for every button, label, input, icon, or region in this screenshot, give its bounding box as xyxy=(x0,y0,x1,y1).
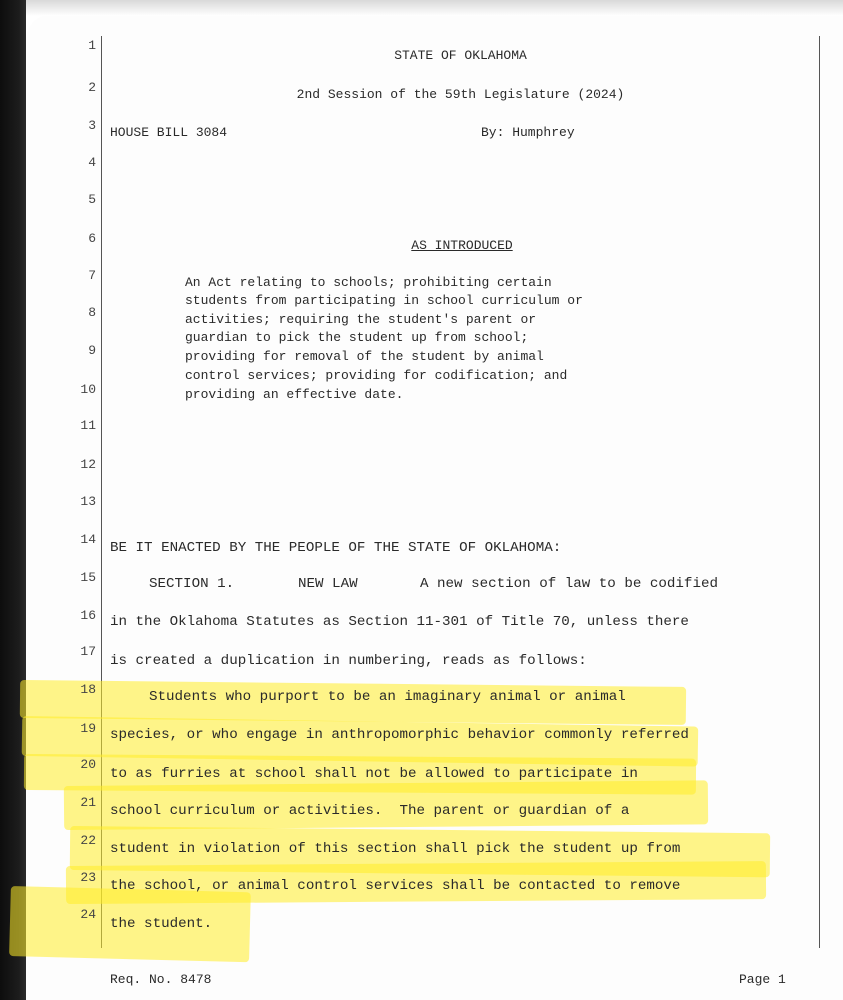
session-heading: 2nd Session of the 59th Legislature (2024) xyxy=(296,87,625,102)
act-line: providing for removal of the student by animal xyxy=(185,349,544,364)
line-number: 10 xyxy=(80,382,96,397)
highlighted-body-line: species, or who engage in anthropomorphic behavior commonly referred xyxy=(110,727,689,743)
footer-req-number: Req. No. 8478 xyxy=(110,972,212,987)
line-number: 20 xyxy=(80,757,96,772)
bill-author: By: Humphrey xyxy=(481,125,575,140)
bill-number: HOUSE BILL 3084 xyxy=(110,125,228,140)
line-number: 5 xyxy=(88,192,96,207)
highlighted-body-line: Students who purport to be an imaginary animal or animal xyxy=(149,689,626,705)
act-line: providing an effective date. xyxy=(185,387,404,402)
footer-page-number: Page 1 xyxy=(739,972,786,987)
line-number: 13 xyxy=(80,494,96,509)
line-number: 16 xyxy=(80,608,96,623)
line-number: 17 xyxy=(80,644,96,659)
line-number: 2 xyxy=(88,80,96,95)
state-heading: STATE OF OKLAHOMA xyxy=(394,48,527,63)
body-line: is created a duplication in numbering, reads as follows: xyxy=(110,653,587,669)
line-number: 21 xyxy=(80,795,96,810)
right-margin-rule xyxy=(819,36,820,948)
act-line: control services; providing for codification; and xyxy=(185,368,568,383)
line-number: 12 xyxy=(80,457,96,472)
line-number: 11 xyxy=(80,418,96,433)
highlighted-body-line: the school, or animal control services shall be contacted to remove xyxy=(110,878,681,894)
highlighted-body-line: student in violation of this section shall pick the student up from xyxy=(110,841,681,857)
highlighted-body-line: school curriculum or activities. The parent or guardian of a xyxy=(110,803,630,819)
line-number: 15 xyxy=(80,570,96,585)
line-number: 24 xyxy=(80,907,96,922)
highlighted-body-line: the student. xyxy=(110,916,213,932)
line-number: 3 xyxy=(88,118,96,133)
act-line: students from participating in school curriculum or xyxy=(185,293,583,308)
line-number: 7 xyxy=(88,268,96,283)
line-number: 1 xyxy=(88,38,96,53)
line-number: 14 xyxy=(80,532,96,547)
act-line: An Act relating to schools; prohibiting certain xyxy=(185,275,552,290)
line-number: 22 xyxy=(80,833,96,848)
line-number: 6 xyxy=(88,231,96,246)
body-line: in the Oklahoma Statutes as Section 11-301 of Title 70, unless there xyxy=(110,614,689,630)
page-top-shadow xyxy=(26,0,843,16)
section-label: SECTION 1. xyxy=(149,576,235,592)
page-left-edge xyxy=(0,0,26,1000)
enacting-clause: BE IT ENACTED BY THE PEOPLE OF THE STATE OF OKLAHOMA: xyxy=(110,540,562,556)
line-number: 18 xyxy=(80,682,96,697)
section-intro: A new section of law to be codified xyxy=(420,576,718,592)
status-heading: AS INTRODUCED xyxy=(411,238,513,253)
act-line: guardian to pick the student up from school; xyxy=(185,330,529,345)
line-number: 19 xyxy=(80,721,96,736)
line-number: 8 xyxy=(88,305,96,320)
line-number: 4 xyxy=(88,155,96,170)
new-law-label: NEW LAW xyxy=(298,576,358,592)
line-number: 9 xyxy=(88,343,96,358)
line-number: 23 xyxy=(80,870,96,885)
highlighted-body-line: to as furries at school shall not be allowed to participate in xyxy=(110,766,638,782)
act-line: activities; requiring the student's parent or xyxy=(185,312,537,327)
